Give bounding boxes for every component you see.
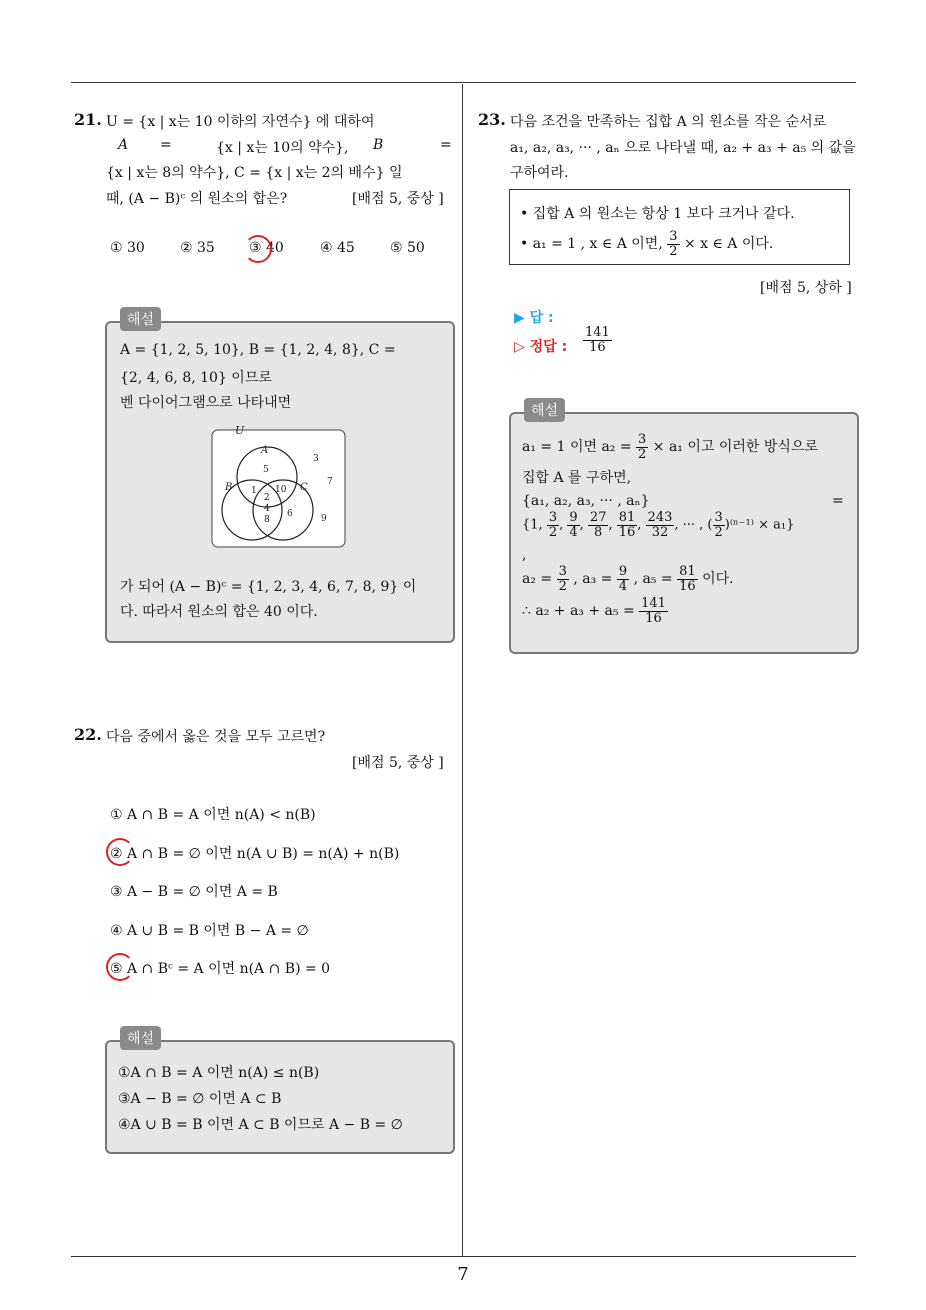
venn-value: 9 <box>321 514 327 524</box>
question-text-line: = <box>160 137 172 153</box>
solution-tag: 해설 <box>524 398 565 422</box>
score-label: [배점 5, 상하 ] <box>760 280 852 296</box>
condition-line <box>520 230 773 258</box>
solution-line: ①A ∩ B = A 이면 n(A) ≤ n(B) <box>118 1065 320 1081</box>
question-text-line: 다음 중에서 옳은 것을 모두 고르면? <box>106 729 326 745</box>
solution-line: A = {1, 2, 5, 10}, B = {1, 2, 4, 8}, C = <box>120 342 396 358</box>
page-number: 7 <box>457 1264 469 1285</box>
solution-line: = <box>832 493 844 509</box>
choice-2[interactable]: ② 35 <box>180 240 215 256</box>
venn-value: 10 <box>275 485 287 495</box>
correct-answer-label: ▷ 정답 : <box>514 339 568 355</box>
question-text-line: = <box>440 137 452 153</box>
solution-line: 다. 따라서 원소의 합은 40 이다. <box>120 604 318 620</box>
question-text-line: 다음 조건을 만족하는 집합 A 의 원소를 작은 순서로 <box>510 114 827 130</box>
venn-value: 6 <box>287 509 293 519</box>
score-label: [배점 5, 중상 ] <box>352 191 444 207</box>
venn-label-u: U <box>235 426 245 437</box>
venn-value: 5 <box>263 465 269 475</box>
solution-sequence: {1, $\frac{3}{2}$ , $\frac{9}{4}$ , $\frac{27}{8}$ , $\frac{81}{16}$ , $\frac{243}{32}$ , ··· , ( $\frac{3}{2}$ )⁽ⁿ⁻¹⁾ × a₁} <box>522 510 795 540</box>
answer-mark-circle <box>244 235 272 263</box>
solution-tag: 해설 <box>120 1026 161 1050</box>
venn-label-c: C <box>300 482 308 493</box>
venn-value: 8 <box>264 515 270 525</box>
question-text-line: {x | x는 8의 약수}, C = {x | x는 2의 배수} 일 <box>106 165 403 181</box>
venn-value: 2 <box>264 493 270 503</box>
question-text-line: U = {x | x는 10 이하의 자연수} 에 대하여 <box>106 114 375 130</box>
solution-line: ③A − B = ∅ 이면 A ⊂ B <box>118 1091 282 1107</box>
question-text-line: A <box>118 137 129 153</box>
venn-value: 4 <box>264 504 270 514</box>
venn-value: 7 <box>327 477 333 487</box>
solution-tag: 해설 <box>120 307 161 331</box>
venn-value: 3 <box>313 454 319 464</box>
solution-line: 벤 다이어그램으로 나타내면 <box>120 395 292 411</box>
venn-value: 1 <box>251 486 257 496</box>
choice-5[interactable]: ⑤ 50 <box>390 240 425 256</box>
solution-line: 가 되어 (A − B)ᶜ = {1, 2, 3, 4, 6, 7, 8, 9} 이 <box>120 579 417 595</box>
venn-diagram <box>211 426 347 550</box>
choice-2[interactable]: ② A ∩ B = ∅ 이면 n(A ∪ B) = n(A) + n(B) <box>110 846 400 862</box>
question-text-line: B <box>373 137 384 153</box>
choice-3[interactable]: ③ A − B = ∅ 이면 A = B <box>110 884 278 900</box>
choice-3[interactable]: ③ 40 <box>249 240 284 256</box>
solution-line: ④A ∪ B = B 이면 A ⊂ B 이므로 A − B = ∅ <box>118 1117 403 1133</box>
answer-label: ▶ 답 : <box>514 310 554 326</box>
venn-label-a: A <box>261 445 269 456</box>
choice-4[interactable]: ④ A ∪ B = B 이면 B − A = ∅ <box>110 923 309 939</box>
top-rule <box>71 82 856 83</box>
score-label: [배점 5, 중상 ] <box>352 755 444 771</box>
choice-1[interactable]: ① A ∩ B = A 이면 n(A) < n(B) <box>110 807 316 823</box>
question-text-line: 구하여라. <box>510 165 569 181</box>
answer-mark-circle <box>106 838 134 866</box>
question-number: 21. <box>74 110 102 129</box>
question-number: 22. <box>74 725 102 744</box>
solution-line: , <box>522 547 527 563</box>
question-number: 23. <box>478 110 506 129</box>
answer-mark-circle <box>106 953 134 981</box>
solution-line: a₁ = 1 이면 a₂ = $\frac{3}{2}$ × a₁ 이고 이러한 방식으로 <box>522 432 818 462</box>
condition-text: • a₁ = 1 , x ∈ A 이면, <box>520 236 663 253</box>
question-text-line: a₁, a₂, a₃, ··· , aₙ 으로 나타낼 때, a₂ + a₃ + a₅ 의 값을 <box>510 140 856 156</box>
choice-5[interactable]: ⑤ A ∩ Bᶜ = A 이면 n(A ∩ B) = 0 <box>110 961 331 977</box>
column-divider <box>462 84 463 1257</box>
correct-answer-value: $\frac{141}{16}$ <box>585 325 610 355</box>
choice-4[interactable]: ④ 45 <box>320 240 355 256</box>
solution-line: a₂ = $\frac{3}{2}$ , a₃ = $\frac{9}{4}$ , a₅ = $\frac{81}{16}$ 이다. <box>522 564 734 594</box>
solution-line: {2, 4, 6, 8, 10} 이므로 <box>120 370 272 386</box>
question-text-line: 때, (A − B)ᶜ 의 원소의 합은? <box>106 191 288 207</box>
solution-line: 집합 A 를 구하면, <box>522 470 632 486</box>
condition-line: • 집합 A 의 원소는 항상 1 보다 크거나 같다. <box>520 206 795 222</box>
choice-1[interactable]: ① 30 <box>110 240 145 256</box>
fraction: $\frac{3}{2}$ <box>669 229 678 259</box>
solution-line: ∴ a₂ + a₃ + a₅ = $\frac{141}{16}$ <box>522 596 666 626</box>
solution-line: {a₁, a₂, a₃, ··· , aₙ} <box>522 493 650 509</box>
question-text-line: {x | x는 10의 약수}, <box>216 140 349 156</box>
bottom-rule <box>71 1256 856 1257</box>
condition-text: × x ∈ A 이다. <box>683 236 774 253</box>
venn-label-b: B <box>225 482 233 493</box>
